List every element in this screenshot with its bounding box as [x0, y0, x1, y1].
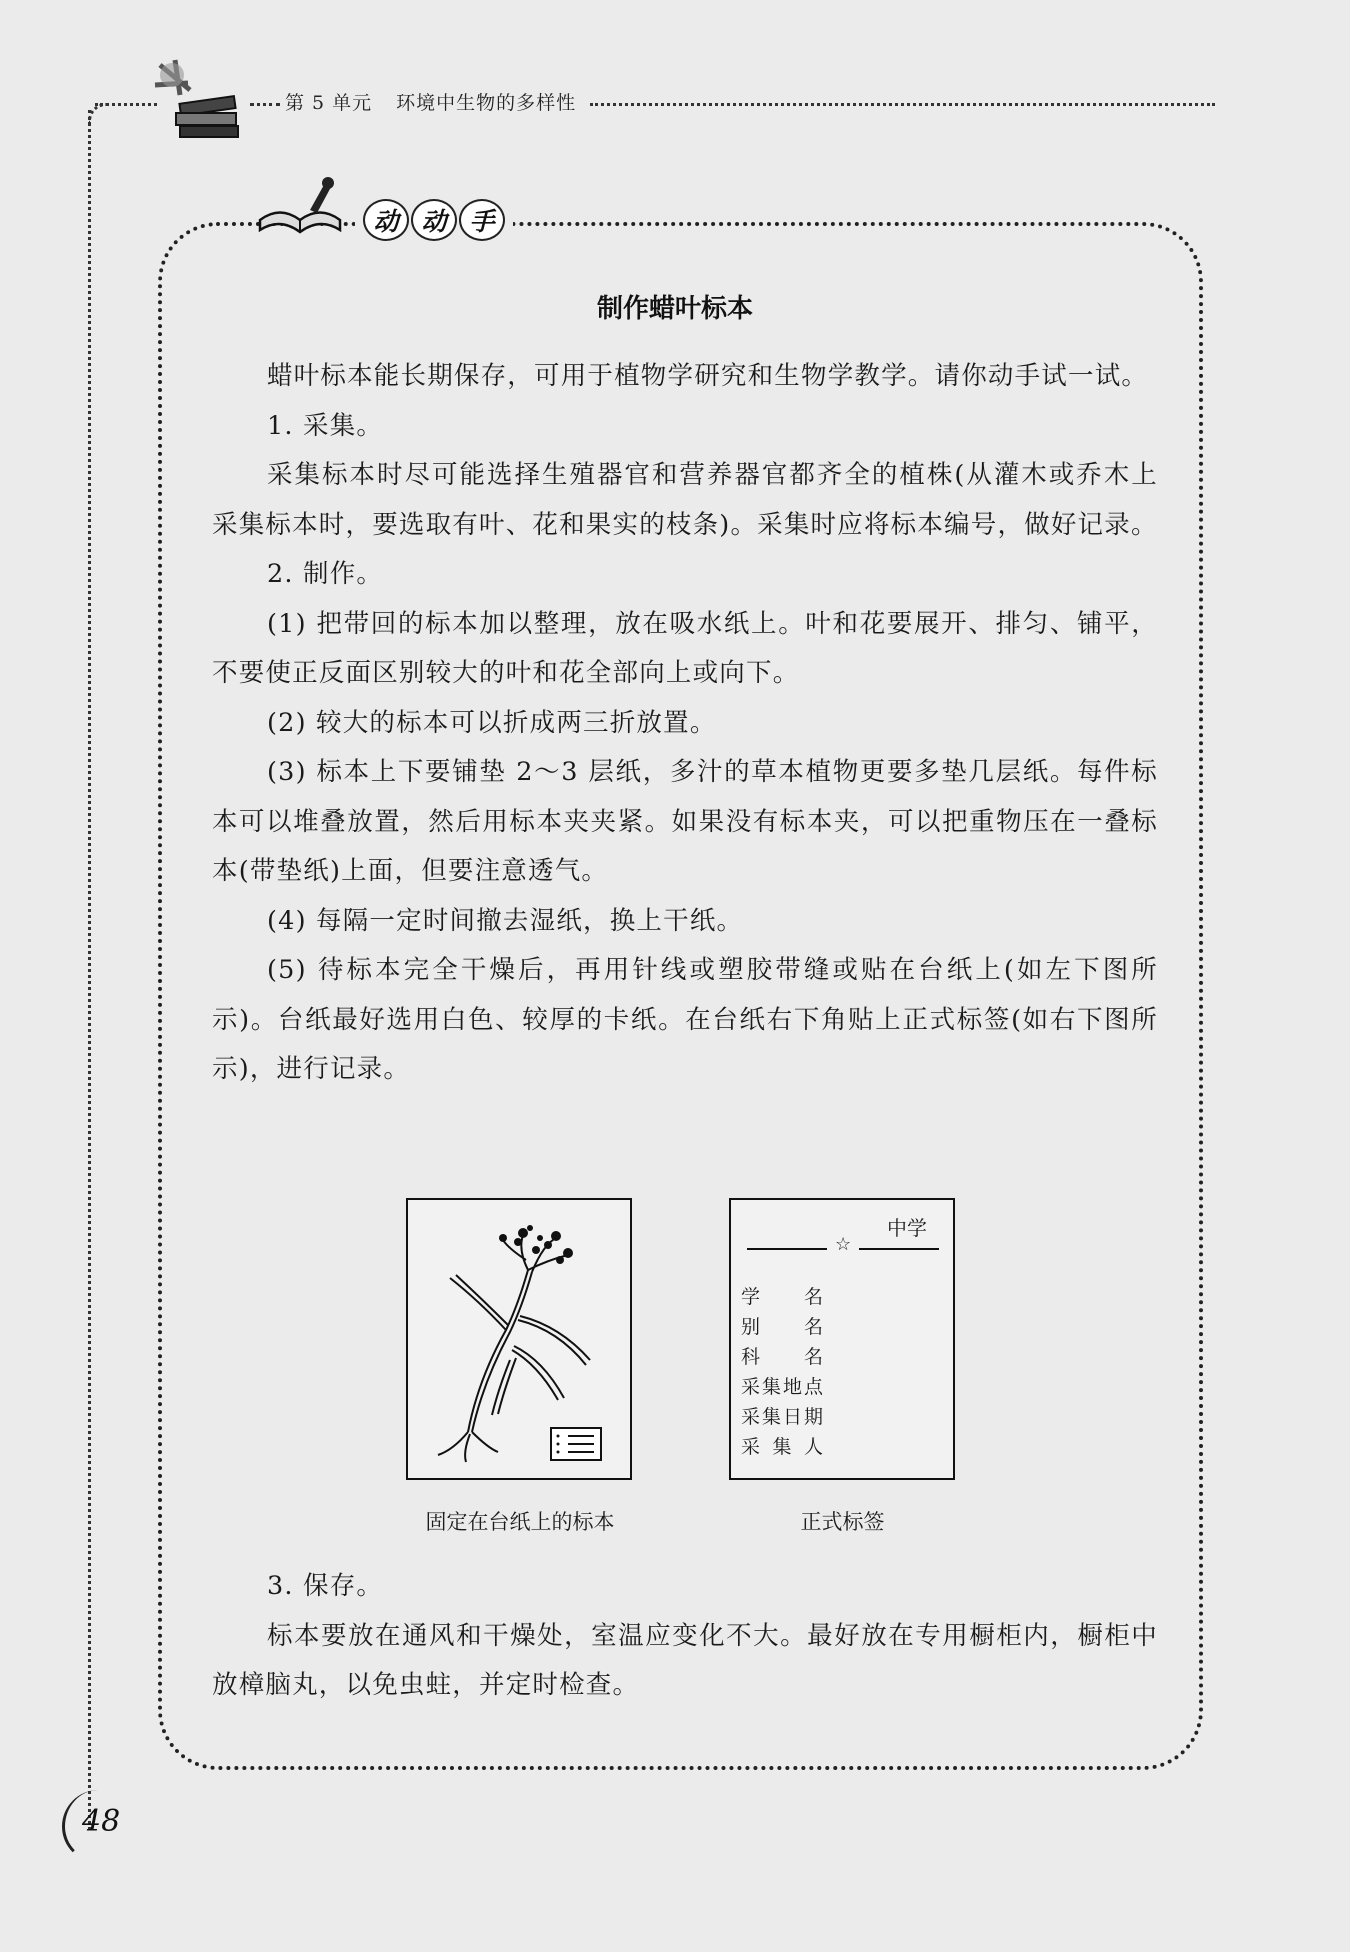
running-header [285, 88, 600, 115]
paragraph-intro: 蜡叶标本能长期保存，可用于植物学研究和生物学教学。请你动手试一试。 [267, 361, 1149, 391]
instructions-text [212, 352, 1158, 1095]
specimen-figure [406, 1198, 632, 1480]
step-2-heading: 2. 制作。 [267, 559, 384, 589]
storage-text [212, 1562, 1158, 1711]
paragraph-make-3: (3) 标本上下要铺垫 2～3 层纸，多汁的草本植物更要多垫几层纸。每件标本可以堆叠放置，然后用标本夹夹紧。如果没有标本夹，可以把重物压在一叠标本(带垫纸)上面，但要注意透气。 [212, 757, 1158, 886]
paragraph-collect: 采集标本时尽可能选择生殖器官和营养器官都齐全的植株(从灌木或乔木上采集标本时，要选取有叶、花和果实的枝条)。采集时应将标本编号，做好记录。 [212, 460, 1158, 540]
paragraph-make-2: (2) 较大的标本可以折成两三折放置。 [267, 707, 717, 738]
label-school: 中学 [887, 1216, 927, 1240]
header-dotted-rule-mid [250, 103, 280, 106]
badge-char-1: 动 [363, 199, 409, 241]
label-field-location: 采集地点 [741, 1376, 823, 1398]
page-number: 48 [82, 1804, 121, 1839]
paragraph-make-5: (5) 待标本完全干燥后，再用针线或塑胶带缝或贴在台纸上(如左下图所示)。台纸最好选用白色、较厚的卡纸。在台纸右下角贴上正式标签(如右下图所示)，进行记录。 [212, 955, 1158, 1084]
margin-corner [88, 103, 109, 124]
star-icon: ☆ [835, 1234, 852, 1255]
label-field-date: 采集日期 [741, 1406, 823, 1428]
page-title: 制作蜡叶标本 [596, 294, 753, 324]
activity-badge [355, 198, 513, 242]
label-field-alias: 别 名 [741, 1316, 823, 1338]
left-margin-dotted-rule [88, 110, 91, 1830]
books-tree-icon [150, 55, 245, 140]
header-dotted-rule-right [590, 103, 1215, 106]
label-field-family: 科 名 [741, 1346, 823, 1368]
label-fields [741, 1282, 841, 1462]
step-1-heading: 1. 采集。 [267, 410, 384, 441]
step-3-heading: 3. 保存。 [267, 1571, 384, 1601]
unit-title: 环境中生物的多样性 [396, 92, 577, 114]
label-field-scientific-name: 学 名 [741, 1286, 823, 1308]
paragraph-make-4: (4) 每隔一定时间撤去湿纸，换上干纸。 [267, 905, 744, 936]
label-field-collector: 采 集 人 [741, 1436, 823, 1458]
open-book-icon [255, 175, 345, 245]
plant-specimen-drawing [408, 1200, 629, 1477]
specimen-label-figure [729, 1198, 955, 1480]
paragraph-store: 标本要放在通风和干燥处，室温应变化不大。最好放在专用橱柜内，橱柜中放樟脑丸，以免虫蛀，并定时检查。 [212, 1620, 1158, 1700]
badge-char-3: 手 [459, 199, 505, 241]
figure-right-caption: 正式标签 [800, 1510, 885, 1534]
label-star-divider [747, 1234, 939, 1259]
figure-left-caption: 固定在台纸上的标本 [425, 1510, 615, 1534]
badge-char-2: 动 [411, 199, 457, 241]
unit-number: 第 5 单元 [285, 92, 373, 114]
paragraph-make-1: (1) 把带回的标本加以整理，放在吸水纸上。叶和花要展开、排匀、铺平，不要使正反面区别较大的叶和花全部向上或向下。 [212, 608, 1158, 688]
